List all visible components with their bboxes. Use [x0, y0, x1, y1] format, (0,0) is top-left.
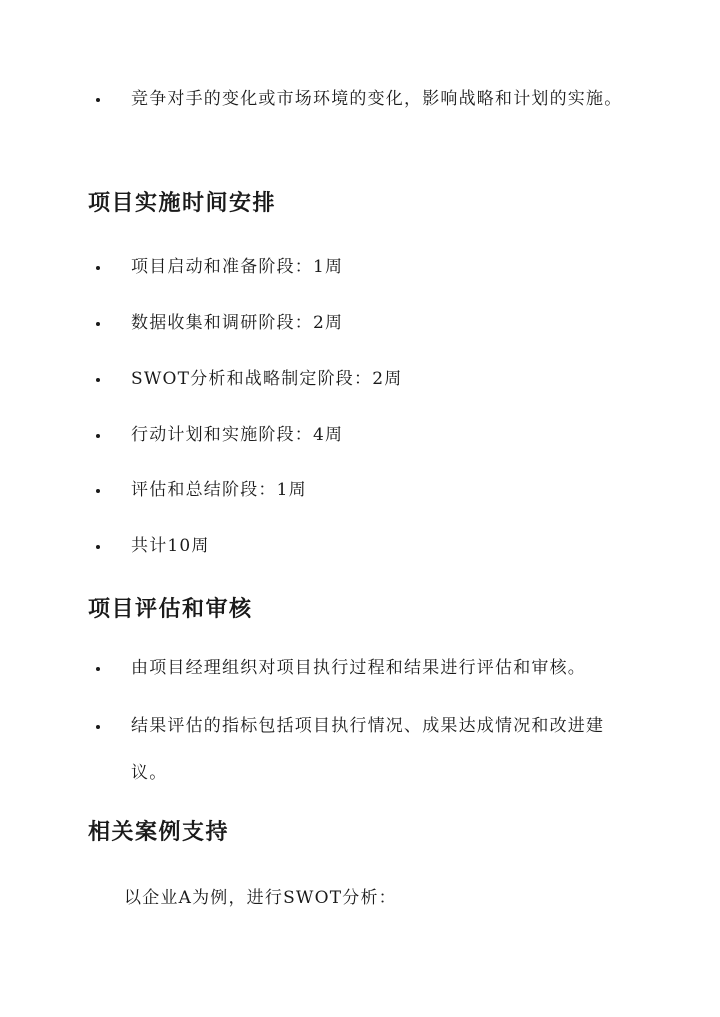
bullet-icon	[96, 545, 100, 549]
list-item	[108, 645, 628, 692]
bullet-icon	[96, 667, 100, 671]
case-paragraph: 以企业A为例，进行SWOT分析：	[124, 888, 397, 908]
list-item-text: SWOT分析和战略制定阶段：2周	[131, 369, 403, 389]
list-item	[108, 300, 628, 347]
list-item	[108, 703, 628, 797]
bullet-icon	[96, 378, 100, 382]
list-item-text: 共计10周	[131, 536, 210, 556]
list-item	[108, 76, 628, 123]
bullet-icon	[96, 489, 100, 493]
section-heading-cases: 相关案例支持	[88, 819, 230, 845]
list-item-text: 评估和总结阶段：1周	[131, 480, 307, 500]
list-item	[108, 356, 628, 403]
bullet-icon	[96, 725, 100, 729]
list-item-text: 竞争对手的变化或市场环境的变化，影响战略和计划的实施。	[131, 89, 623, 109]
list-item	[108, 523, 628, 570]
list-item-text: 数据收集和调研阶段：2周	[131, 313, 344, 333]
bullet-icon	[96, 266, 100, 270]
section-heading-schedule: 项目实施时间安排	[88, 190, 277, 216]
list-item-text: 由项目经理组织对项目执行过程和结果进行评估和审核。	[131, 658, 586, 678]
list-item-text: 行动计划和实施阶段：4周	[131, 425, 344, 445]
bullet-icon	[96, 322, 100, 326]
list-item-text: 结果评估的指标包括项目执行情况、成果达成情况和改进建议。	[131, 716, 605, 783]
list-item	[108, 412, 628, 459]
list-item	[108, 467, 628, 514]
list-item-text: 项目启动和准备阶段：1周	[131, 257, 344, 277]
list-item	[108, 244, 628, 291]
section-heading-evaluation: 项目评估和审核	[88, 596, 253, 622]
bullet-icon	[96, 434, 100, 438]
bullet-icon	[96, 98, 100, 102]
